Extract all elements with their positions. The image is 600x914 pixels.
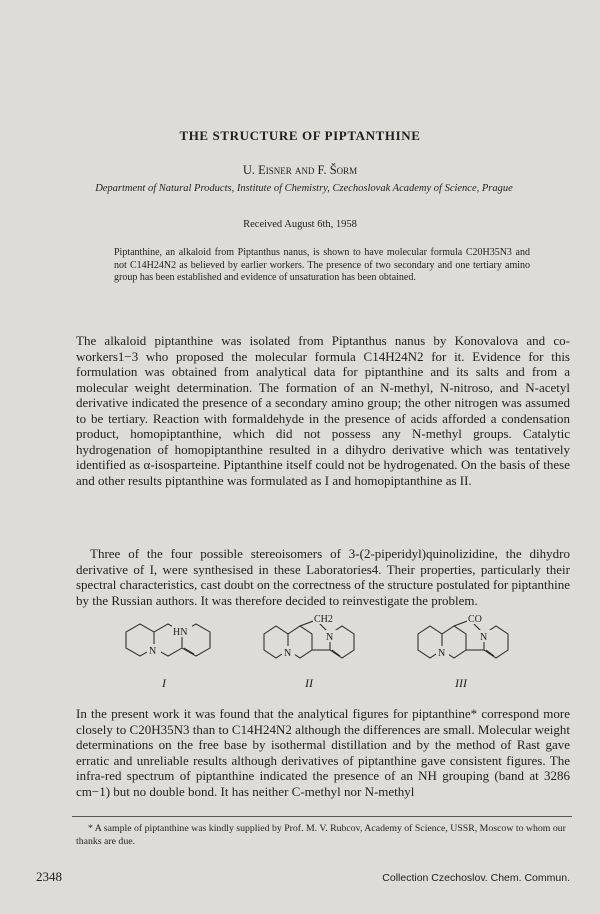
footnote: * A sample of piptanthine was kindly supplied by Prof. M. V. Rubcov, Academy of Science, USSR, Moscow to whom our thanks are due. xyxy=(76,823,566,847)
received-date: Received August 6th, 1958 xyxy=(243,219,357,230)
page-number: 2348 xyxy=(36,869,62,884)
journal-name: Collection Czechoslov. Chem. Commun. xyxy=(382,872,570,884)
struct3-n1-label: N xyxy=(438,648,446,659)
struct3-n2-label: N xyxy=(480,632,488,643)
struct3-co-label: CO xyxy=(468,614,482,625)
paper-title: THE STRUCTURE OF PIPTANTHINE xyxy=(179,128,421,143)
structure-I xyxy=(112,612,222,676)
paragraph-2: Three of the four possible stereoisomers of 3-(2-piperidyl)quinolizidine, the dihydro derivative of I, were synthesised in these Laboratories4. Their properties, particularly their spectral characteristics, cast doubt on the correctness of the structure postulated for piptanthine by the Russian authors. It was therefore decided to reinvestigate the problem. xyxy=(76,546,570,608)
structure-label-III: III xyxy=(455,676,467,690)
struct2-ch2-label: CH2 xyxy=(314,614,333,625)
paragraph-1: The alkaloid piptanthine was isolated from Piptanthus nanus by Konovalova and co-workers1−3 who proposed the molecular formula C14H24N2 for it. Evidence for this formulation was obtained from analytical data for piptanthine and its salts and from a molecular weight determination. The formation of an N-methyl, N-nitroso, and N-acetyl derivative indicated the presence of a secondary amino group; the other nitrogen was assumed to be tertiary. Reaction with formaldehyde in the presence of acids afforded a condensation product, homopiptanthine, which did not possess any N-methyl groups. Catalytic hydrogenation of homopiptanthine resulted in a dihydro derivative which was tentatively identified as α-isosparteine. Piptanthine itself could not be hydrogenated. On the basis of these and other results piptanthine was formulated as I and homopiptanthine as II. xyxy=(76,333,570,488)
structure-label-I: I xyxy=(162,676,166,690)
abstract: Piptanthine, an alkaloid from Piptanthus nanus, is shown to have molecular formula C20H35N3 and not C14H24N2 as believed by earlier workers. The presence of two secondary and one tertiary amino group has been established and evidence of unsaturation has been obtained. xyxy=(114,247,530,284)
footnote-rule xyxy=(72,816,572,817)
authors: U. Eisner and F. Šorm xyxy=(242,163,358,177)
paragraph-3: In the present work it was found that the analytical figures for piptanthine* correspond more closely to C20H35N3 than to C14H24N2 although the differences are small. Molecular weight determinations on the free base by isothermal distillation and by the method of Rast gave erratic and unreliable results although derivatives of piptanthine gave consistent figures. The infra-red spectrum of piptanthine indicated the presence of an NH grouping (band at 3286 cm−1) but no double bond. It has neither C-methyl nor N-methyl xyxy=(76,706,570,799)
structure-II xyxy=(258,612,368,676)
struct1-hn-label: HN xyxy=(173,627,188,638)
affiliation: Department of Natural Products, Institute of Chemistry, Czechoslovak Academy of Science, Prague xyxy=(95,183,513,194)
struct1-n-label: N xyxy=(149,646,157,657)
struct2-n1-label: N xyxy=(284,648,292,659)
structure-III xyxy=(412,612,522,676)
struct2-n2-label: N xyxy=(326,632,334,643)
structure-label-II: II xyxy=(305,676,313,690)
